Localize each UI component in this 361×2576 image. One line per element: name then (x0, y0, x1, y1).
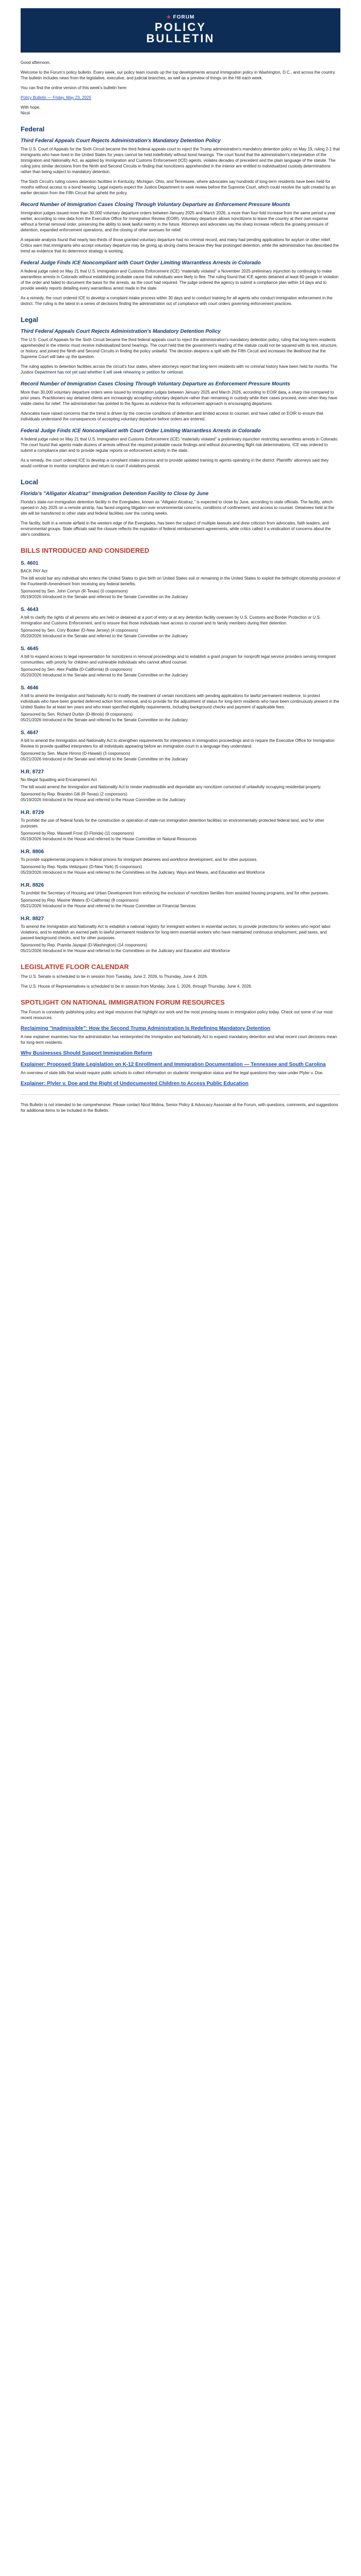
bill-item (21, 810, 340, 842)
article-title: Third Federal Appeals Court Rejects Administration's Mandatory Detention Policy (21, 329, 221, 334)
article-body: Advocates have raised concerns that the trend is driven by the coercive conditions of detention and limited access to counsel, and have called on EOIR to ensure that individuals understand the consequences of accepting voluntary departure before orders are entered. (21, 411, 323, 421)
article-title: Record Number of Immigration Cases Closing Through Voluntary Departure as Enforcement Pressure Mounts (21, 381, 290, 387)
bill-item (21, 730, 340, 762)
bill-item (21, 916, 340, 954)
divider (21, 1094, 340, 1095)
article-title: Federal Judge Finds ICE Noncompliant with Court Order Limiting Warrantless Arrests in Colorado (21, 260, 261, 266)
bill-sponsor: Sponsored by Sen. Alex Padilla (D-California) (6 cosponsors) (21, 667, 133, 672)
bulletin-header (21, 8, 340, 53)
bill-number: S. 4647 (21, 730, 39, 736)
bill-action: 05/21/2026 Introduced in the Senate and referred to the Senate Committee on the Judiciary (21, 757, 188, 761)
bill-number: H.R. 8826 (21, 883, 44, 888)
bill-sponsor: Sponsored by Rep. Brandon Gill (R-Texas) (2 cosponsors) (21, 792, 127, 796)
section-local: Local (21, 478, 38, 486)
article-body: Immigration judges issued more than 30,000 voluntary departure orders between January 2025 and March 2026, a more than four-fold increase from the same period a year earlier, according to new data from the Executive Office for Immigration Review (EOIR). Voluntary departure allows noncitizens to leave the country at their own expense without a formal removal order, preserving the ability to seek lawful reentry in the future. Attorneys and advocates say the sharp increase reflects the growing pressure of detention, expanded enforcement operations, and the closing of other avenues for relief. (21, 211, 336, 232)
bill-body: A bill to clarify the rights of all persons who are held or detained at a port of entry or at any detention facility overseen by U.S. Customs and Border Protection or U.S. Immigration and Customs Enforcement, and to ensure that those individuals have access to counsel and to family members during their detention. (21, 615, 321, 625)
bill-item (21, 769, 340, 803)
bill-action: 05/19/2026 Introduced in the Senate and referred to the Senate Committee on the Judiciary (21, 595, 188, 599)
bill-number: H.R. 8729 (21, 810, 44, 816)
bill-number: H.R. 8827 (21, 916, 44, 922)
bill-sponsor: Sponsored by Sen. Mazie Hirono (D-Hawaii) (3 cosponsors) (21, 751, 130, 756)
bill-number: H.R. 8727 (21, 769, 44, 775)
bill-sponsor: Sponsored by Rep. Pramila Jayapal (D-Washington) (14 cosponsors) (21, 943, 147, 947)
resource-link[interactable]: Explainer: Plyler v. Doe and the Right of Undocumented Children to Access Public Education (21, 1081, 249, 1087)
bill-action: 05/19/2026 Introduced in the House and referred to the House Committee on Natural Resources (21, 837, 197, 841)
bill-item (21, 883, 340, 909)
bill-action: 05/20/2026 Introduced in the Senate and referred to the Senate Committee on the Judiciary (21, 673, 188, 677)
section-calendar: LEGISLATIVE FLOOR CALENDAR (21, 963, 129, 971)
bill-item (21, 561, 340, 600)
bill-body: A bill to expand access to legal representation for noncitizens in removal proceedings and to establish a grant program for nonprofit legal service providers serving immigrant communities, with priority for children and vulnerable individuals who cannot afford counsel. (21, 654, 336, 665)
greeting: Good afternoon, (21, 60, 51, 65)
bill-action: 05/20/2026 Introduced in the Senate and referred to the Senate Committee on the Judiciary (21, 634, 188, 638)
bill-item (21, 685, 340, 723)
bill-number: S. 4601 (21, 561, 39, 566)
forum-logo (146, 14, 215, 44)
closing-note: This Bulletin is not intended to be comprehensive. Please contact Nicol Molina, Senior Policy & Advocacy Associate at the Forum, with questions, comments, and suggestions for additional items to be included in the Bulletin. (21, 1103, 338, 1113)
article-title: Federal Judge Finds ICE Noncompliant with Court Order Limiting Warrantless Arrests in Colorado (21, 428, 261, 434)
section-federal: Federal (21, 125, 45, 133)
bill-item (21, 849, 340, 875)
bill-body: To amend the Immigration and Nationality Act to establish a national registry for immigrant workers in essential sectors, to provide protections for workers who report labor violations, and to establish an earned path to lawful permanent residence for long-term essential workers who have maintained continuous employment, paid taxes, and passed background checks, and for other purposes. (21, 924, 331, 940)
article-body: As a remedy, the court ordered ICE to develop a complaint intake process within 30 days and to conduct training for all agents who conduct immigration enforcement in the district. The ruling is the latest in a series of decisions finding the administration out of compliance with court orders governing enforcement practices. (21, 296, 333, 306)
article-body: More than 30,000 voluntary departure orders were issued by immigration judges between January 2025 and March 2026, according to EOIR data, a sharp rise compared to prior years. Practitioners say detained clients are increasingly accepting voluntary departure rather than remaining in custody while their cases proceed, even when they have viable claims for relief. The administration has pointed to the figures as evidence that its enforcement approach is encouraging departures. (21, 390, 338, 406)
title-line-2: BULLETIN (146, 32, 215, 45)
bill-action: 05/21/2026 Introduced in the Senate and referred to the Senate Committee on the Judiciary (21, 718, 188, 722)
bill-action: 05/20/2026 Introduced in the House and referred to the Committees on the Judiciary, Ways and Means, and Education and Workforce (21, 870, 265, 875)
bill-number: S. 4645 (21, 646, 39, 652)
bill-body: A bill to amend the Immigration and Nationality Act to modify the treatment of certain noncitizens with pending applications for lawful permanent residence, to protect individuals who have been granted deferred action from removal, and to provide for the adjustment of status for long-term residents who have been continuously present in the United States for at least ten years and who meet specified eligibility requirements, including background checks and payment of applicable fees. (21, 693, 339, 709)
bill-action: 05/21/2026 Introduced in the House and referred to the House Committee on Financial Services (21, 904, 196, 908)
article-body: The ruling applies to detention facilities across the circuit's four states, where attorneys report that long-term residents with no criminal history have been held for months. The Justice Department has not yet said whether it will seek rehearing or petition for certiorari. (21, 364, 338, 375)
article-body: A federal judge ruled on May 21 that U.S. Immigration and Customs Enforcement (ICE) "materially violated" a preliminary injunction restricting warrantless arrests in Colorado. The court found that agents made dozens of arrests without the required probable cause findings and without documenting flight risk determinations. ICE was ordered to submit a compliance plan and to provide regular reports on enforcement activity in the state. (21, 437, 339, 453)
bill-body: The bill would amend the Immigration and Nationality Act to render inadmissible and deportable any noncitizen convicted of unlawfully occupying residential property. (21, 785, 322, 789)
bill-number: H.R. 8806 (21, 849, 44, 855)
bill-label: No Illegal Squatting and Encampment Act (21, 777, 97, 782)
article-body: A federal judge ruled on May 21 that U.S. Immigration and Customs Enforcement (ICE) "materially violated" a November 2025 preliminary injunction by continuing to make warrantless arrests in Colorado without establishing probable cause that individuals were likely to flee. The ruling found that ICE agents detained at least 60 people in violation of the order and failed to document the basis for the arrests, as the court had required. The judge ordered the agency to submit a compliance plan within 14 days and to provide weekly reports detailing every warrantless arrest made in the state. (21, 269, 339, 291)
bulletin-content (21, 60, 340, 1113)
bill-sponsor: Sponsored by Sen. John Cornyn (R-Texas) (0 cosponsors) (21, 589, 128, 594)
online-version-link[interactable]: Policy Bulletin — Friday, May 23, 2025 (21, 95, 91, 100)
resource-link[interactable]: Why Businesses Should Support Immigration Reform (21, 1050, 153, 1056)
spotlight-intro: The Forum is constantly publishing policy and legal resources that highlight our work and the most pressing issues in immigration policy today. Check out some of our most recent resources: (21, 1010, 333, 1020)
article-body: The Sixth Circuit's ruling covers detention facilities in Kentucky, Michigan, Ohio, and Tennessee, where advocates say hundreds of long-term residents have been held for months without access to a bond hearing. Legal experts expect the Justice Department to seek review before the Supreme Court, which could resolve the split created by an earlier decision from the Fifth Circuit that upheld the policy. (21, 179, 336, 195)
bill-sponsor: Sponsored by Rep. Maxwell Frost (D-Florida) (11 cosponsors) (21, 831, 134, 836)
bill-action: 05/19/2026 Introduced in the House and referred to the House Committee on the Judiciary (21, 798, 186, 802)
bill-sponsor: Sponsored by Sen. Richard Durbin (D-Illinois) (9 cosponsors) (21, 712, 133, 717)
calendar-house: The U.S. House of Representatives is scheduled to be in session from Monday, June 1, 2026, through Thursday, June 4, 2026. (21, 984, 252, 989)
bill-item (21, 607, 340, 639)
section-spotlight: SPOTLIGHT ON NATIONAL IMMIGRATION FORUM RESOURCES (21, 998, 225, 1006)
section-legal: Legal (21, 316, 38, 324)
article-title: Third Federal Appeals Court Rejects Administration's Mandatory Detention Policy (21, 138, 221, 144)
bill-body: To prohibit the Secretary of Housing and Urban Development from enforcing the exclusion of noncitizen families from assisted housing programs, and for other purposes. (21, 891, 330, 895)
bill-sponsor: Sponsored by Rep. Maxine Waters (D-California) (8 cosponsors) (21, 898, 139, 903)
article-body: The facility, built in a remote airfield in the western edge of the Everglades, has been the subject of multiple lawsuits and drew criticism from advocates, faith leaders, and environmental groups. State officials said the closure reflects the expiration of federal reimbursement agreements, while critics called it a vindication of concerns about the site's conditions. (21, 521, 331, 537)
bill-body: The bill would bar any individual who enters the United States to give birth on United States soil or remaining in the United States to exploit the birthright citizenship provision of the Fourteenth Amendment from receiving any federal benefits. (21, 576, 340, 586)
section-bills: BILLS INTRODUCED AND CONSIDERED (21, 547, 150, 554)
intro-link-paragraph: You can find the online version of this week's bulletin here: (21, 86, 127, 90)
signature: Nicol (21, 111, 30, 115)
bill-action: 05/21/2026 Introduced in the House and referred to the Committees on the Judiciary and Education and Workforce (21, 948, 230, 953)
bill-body: A bill to amend the Immigration and Nationality Act to strengthen requirements for interpreters in immigration proceedings and to require the Executive Office for Immigration Review to provide qualified interpreters for all individuals appearing before an immigration court in a language they understand. (21, 738, 335, 749)
resource-link[interactable]: Reclaiming "Inadmissible": How the Second Trump Administration Is Redefining Mandatory Detention (21, 1026, 271, 1031)
signoff: With hope, (21, 105, 41, 110)
title-line-1: POLICY (155, 21, 206, 33)
bill-sponsor: Sponsored by Sen. Cory Booker (D-New Jersey) (4 cosponsors) (21, 628, 138, 633)
bill-body: To provide supplemental programs in federal prisons for immigrant detainees and workforce development, and for other purposes. (21, 857, 258, 862)
article-title: Record Number of Immigration Cases Closing Through Voluntary Departure as Enforcement Pressure Mounts (21, 202, 290, 208)
resource-description: A new explainer examines how the administration has reinterpreted the Immigration and Nationality Act to expand mandatory detention and what recent court decisions mean for long-term residents. (21, 1035, 337, 1045)
intro-paragraph: Welcome to the Forum's policy bulletin. Every week, our policy team rounds up the top developments around immigration policy in Washington, D.C., and across the country. The bulletin includes news from the legislative, executive, and judicial branches, as well as a preview of things on the Hill each week. (21, 70, 336, 80)
article-body: Florida's state-run immigration detention facility in the Everglades, known as "Alligator Alcatraz," is expected to close by June, according to state officials. The facility, which opened in July 2025 on a remote airstrip, has faced ongoing litigation over environmental concerns, conditions of confinement, and access to counsel. Detainees held at the site will be transferred to other state and federal facilities over the coming weeks. (21, 500, 334, 516)
bill-sponsor: Sponsored by Rep. Nydia Velázquez (D-New York) (5 cosponsors) (21, 865, 142, 869)
article-body: The U.S. Court of Appeals for the Sixth Circuit became the third federal appeals court to reject the administration's mandatory detention policy, ruling that long-term residents apprehended in the interior must receive individualized bond hearings. The court held that the government's reading of the statute could not be squared with its text, structure, or history, and joined the Ninth and Second Circuits in finding the policy unlawful. The decision deepens a split with the Fifth Circuit and increases the likelihood that the Supreme Court will take up the question. (21, 337, 338, 359)
bill-label: BACK PAY Act (21, 569, 48, 573)
calendar-senate: The U.S. Senate is scheduled to be in session from Tuesday, June 2, 2026, to Thursday, June 4, 2026. (21, 974, 208, 979)
resource-description: An overview of state bills that would require public schools to collect information on students' immigration status and the legal questions they raise under Plyler v. Doe. (21, 1071, 324, 1075)
bill-body: To prohibit the use of federal funds for the construction or operation of state-run immigration detention facilities on environmentally protected federal land, and for other purposes. (21, 818, 324, 828)
bill-item (21, 646, 340, 678)
article-body: As a remedy, the court ordered ICE to develop a complaint intake process and to provide updated training to agents operating in the district. Plaintiffs' attorneys said they would continue to monitor compliance and return to court if violations persist. (21, 458, 329, 468)
star-icon: ★ (166, 14, 172, 20)
bill-number: S. 4643 (21, 607, 39, 613)
article-title: Florida's "Alligator Alcatraz" Immigration Detention Facility to Close by June (21, 491, 209, 497)
brand-name: FORUM (173, 14, 195, 20)
bill-number: S. 4646 (21, 685, 39, 691)
article-body: The U.S. Court of Appeals for the Sixth Circuit became the third federal appeals court to reject the Trump administration's mandatory detention policy on May 19, ruling 2-1 that immigrants who have lived in the United States for years cannot be held indefinitely without bond hearings. The court found that the administration's interpretation of the Immigration and Nationality Act, as applied by Immigration and Customs Enforcement (ICE) agents, violates decades of precedent and the plain language of the statute. The ruling joins similar decisions from the Ninth and Second Circuits in finding that noncitizens apprehended in the interior are entitled to individualized custody determinations rather than being subject to mandatory detention. (21, 147, 340, 174)
article-body: A separate analysis found that nearly two-thirds of those granted voluntary departure had no criminal record, and many had pending applications for asylum or other relief. Critics warn that immigrants who accept voluntary departure may be giving up strong claims because they fear prolonged detention, while the administration has described the trend as evidence that its deterrence strategy is working. (21, 238, 339, 253)
resource-link[interactable]: Explainer: Proposed State Legislation on K-12 Enrollment and Immigration Documentation — Tennessee and South Carolina (21, 1062, 326, 1067)
